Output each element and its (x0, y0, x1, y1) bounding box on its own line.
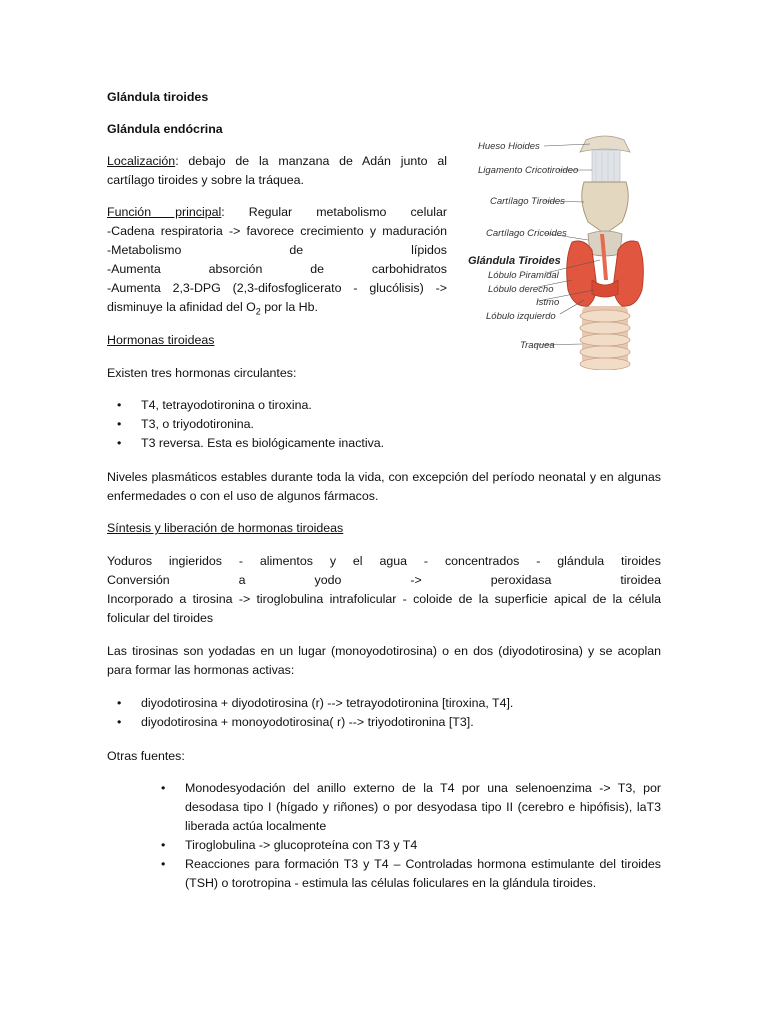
list-item: • Tiroglobulina -> glucoproteína con T3 y T4 (107, 836, 661, 855)
doc-subtitle: Glándula endócrina (107, 122, 223, 136)
label-lobulo-derecho: Lóbulo derecho (488, 284, 554, 295)
doc-title: Glándula tiroides (107, 90, 209, 104)
label-cartilago-tiroides: Cartílago Tiroides (490, 196, 565, 207)
trachea-illustration (580, 306, 630, 370)
hormonas-list (107, 396, 661, 453)
label-istmo: Istmo (536, 297, 560, 308)
otras-list (107, 779, 661, 893)
sintesis-line-3: Incorporado a tirosina -> tiroglobulina intrafolicular - coloide de la superficie apical de la célula folicular del tiroides (107, 592, 661, 625)
localizacion-paragraph (107, 152, 447, 190)
localizacion-text-2: cartílago tiroides y sobre la tráquea. (107, 173, 304, 187)
list-item: • Monodesyodación del anillo externo de la T4 por una selenoenzima -> T3, por desodasa tipo I (hígado y riñones) o por desyodasa tipo II (cerebro e hipófisis), laT3 liberada actúa localmente (107, 779, 661, 836)
funcion-line-6-sub: 2 (255, 306, 261, 317)
list-item: • T4, tetrayodotironina o tiroxina. (107, 396, 661, 415)
otras-heading: Otras fuentes: (107, 749, 185, 763)
hyoid-illustration (580, 136, 630, 186)
list-item: • diyodotirosina + monoyodotirosina( r) --> triyodotironina [T3]. (107, 713, 661, 732)
localizacion-label: Localización (107, 154, 176, 168)
hormonas-heading: Hormonas tiroideas (107, 333, 215, 347)
thyroid-gland-illustration (567, 234, 644, 306)
funcion-colon: : (221, 205, 225, 219)
label-hueso-hioides: Hueso Hioides (478, 141, 540, 152)
funcion-line-3: -Metabolismo de lípidos (107, 243, 447, 257)
sintesis-paragraph (107, 552, 661, 628)
label-cartilago-cricoides: Cartílago Cricoides (486, 228, 567, 239)
funcion-line-5: -Aumenta 2,3-DPG (2,3-difosfoglicerato - glucólisis) -> (107, 281, 447, 295)
funcion-line-2: -Cadena respiratoria -> favorece crecimiento y maduración (107, 224, 447, 238)
funcion-line-4: -Aumenta absorción de carbohidratos (107, 262, 447, 276)
label-lobulo-izquierdo: Lóbulo izquierdo (486, 311, 556, 322)
label-ligamento: Ligamento Cricotiroideo (478, 165, 579, 176)
niveles-paragraph: Niveles plasmáticos estables durante toda la vida, con excepción del período neonatal y en algunas enfermedades o con el uso de algunos fármacos. (107, 470, 661, 503)
funcion-paragraph (107, 203, 447, 317)
label-glandula-tiroides: Glándula Tiroides (468, 255, 561, 267)
list-item: • Reacciones para formación T3 y T4 – Controladas hormona estimulante del tiroides (TSH) o torotropina - estimula las células foliculares en la glándula tiroides. (107, 855, 661, 893)
tirosinas-paragraph: Las tirosinas son yodadas en un lugar (monoyodotirosina) o en dos (diyodotirosina) y se acoplan para formar las hormonas activas: (107, 644, 661, 677)
sintesis-line-2: Conversión a yodo -> peroxidasa tiroidea (107, 573, 661, 587)
hormonas-intro: Existen tres hormonas circulantes: (107, 366, 297, 380)
sintesis-heading: Síntesis y liberación de hormonas tiroideas (107, 521, 344, 535)
list-item: • diyodotirosina + diyodotirosina (r) --> tetrayodotironina [tiroxina, T4]. (107, 694, 661, 713)
label-traquea: Traquea (520, 340, 555, 351)
thyroid-cartilage-illustration (582, 182, 629, 234)
funcion-line-6-post: por la Hb. (260, 300, 318, 314)
sintesis-line-1: Yoduros ingieridos - alimentos y el agua - concentrados - glándula tiroides (107, 554, 661, 568)
funcion-line-1: Regular metabolismo celular (248, 205, 447, 219)
list-item: • T3, o triyodotironina. (107, 415, 661, 434)
localizacion-text-1: : debajo de la manzana de Adán junto al (175, 154, 447, 168)
acoplamiento-list (107, 694, 661, 732)
label-lobulo-piramidal: Lóbulo Piramidal (488, 270, 559, 281)
funcion-line-6-pre: disminuye la afinidad del O (107, 300, 256, 314)
funcion-label: Función principal (107, 205, 222, 219)
thyroid-anatomy-figure (464, 130, 654, 370)
list-item: • T3 reversa. Esta es biológicamente inactiva. (107, 434, 661, 453)
